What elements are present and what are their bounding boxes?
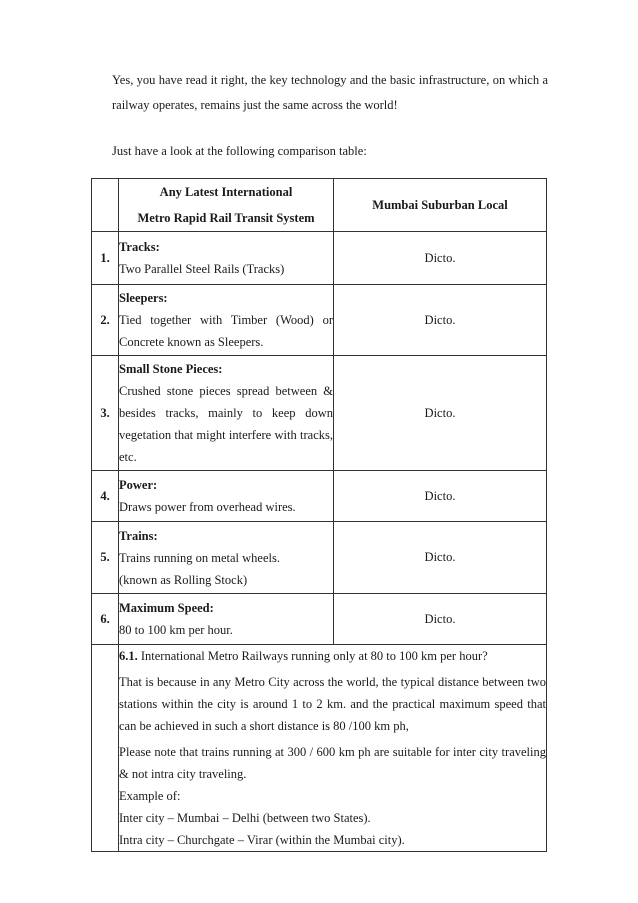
row-mumbai: Dicto. — [334, 471, 547, 522]
intro-lead-in: Just have a look at the following comparison table: — [112, 144, 367, 158]
note-heading-number: 6.1. — [119, 649, 138, 663]
row-international — [119, 232, 334, 285]
note-paragraph: That is because in any Metro City across the world, the typical distance between two stations within the city is around 1 to 2 km. and the practical maximum speed that can be achieved in such a short distance is 80 /100 km ph, — [119, 675, 546, 733]
table-row — [92, 285, 547, 356]
row-description: Tied together with Timber (Wood) or Concrete known as Sleepers. — [119, 313, 333, 349]
row-international — [119, 356, 334, 471]
row-label: Sleepers: — [119, 291, 168, 305]
row-label: Power: — [119, 478, 158, 492]
row-label: Tracks: — [119, 240, 160, 254]
note-paragraph: Please note that trains running at 300 / 600 km ph are suitable for inter city traveling & not intra city traveling. — [119, 745, 546, 781]
table-header-row — [92, 179, 547, 232]
row-description: 80 to 100 km per hour. — [119, 623, 233, 637]
row-international — [119, 522, 334, 594]
row-mumbai: Dicto. — [334, 232, 547, 285]
row-international — [119, 594, 334, 645]
note-heading-text: International Metro Railways running only at 80 to 100 km per hour? — [140, 649, 488, 663]
row-label: Small Stone Pieces: — [119, 362, 223, 376]
row-mumbai: Dicto. — [334, 285, 547, 356]
row-description: Draws power from overhead wires. — [119, 500, 296, 514]
row-mumbai: Dicto. — [334, 356, 547, 471]
header-num-cell — [92, 179, 119, 232]
note-cell — [119, 645, 547, 852]
header-mumbai: Mumbai Suburban Local — [334, 179, 547, 232]
note-row — [92, 645, 547, 852]
row-number: 3. — [92, 356, 119, 471]
row-international — [119, 471, 334, 522]
row-mumbai: Dicto. — [334, 522, 547, 594]
row-number: 4. — [92, 471, 119, 522]
table-row — [92, 522, 547, 594]
row-description: Trains running on metal wheels. — [119, 550, 280, 565]
row-description-extra: (known as Rolling Stock) — [119, 572, 248, 587]
row-label: Maximum Speed: — [119, 601, 214, 615]
table-row — [92, 594, 547, 645]
note-heading — [119, 645, 546, 667]
row-number: 5. — [92, 522, 119, 594]
row-international — [119, 285, 334, 356]
note-num-cell — [92, 645, 119, 852]
row-number: 1. — [92, 232, 119, 285]
note-example-label: Example of: — [119, 789, 181, 803]
row-label: Trains: — [119, 528, 158, 543]
table-row — [92, 232, 547, 285]
row-number: 6. — [92, 594, 119, 645]
header-international-line1: Any Latest International — [159, 185, 293, 199]
intro-paragraph: Yes, you have read it right, the key technology and the basic infrastructure, on which a railway operates, remains just the same across the world! — [112, 73, 548, 112]
row-description: Crushed stone pieces spread between & besides tracks, mainly to keep down vegetation that might interfere with tracks, etc. — [119, 384, 333, 464]
note-example: Intra city – Churchgate – Virar (within the Mumbai city). — [119, 833, 405, 847]
note-example: Inter city – Mumbai – Delhi (between two States). — [119, 811, 371, 825]
comparison-table — [91, 178, 547, 852]
row-description: Two Parallel Steel Rails (Tracks) — [119, 262, 285, 276]
header-international — [119, 179, 334, 232]
table-row — [92, 471, 547, 522]
row-mumbai: Dicto. — [334, 594, 547, 645]
header-international-line2: Metro Rapid Rail Transit System — [137, 211, 315, 225]
table-row — [92, 356, 547, 471]
row-number: 2. — [92, 285, 119, 356]
